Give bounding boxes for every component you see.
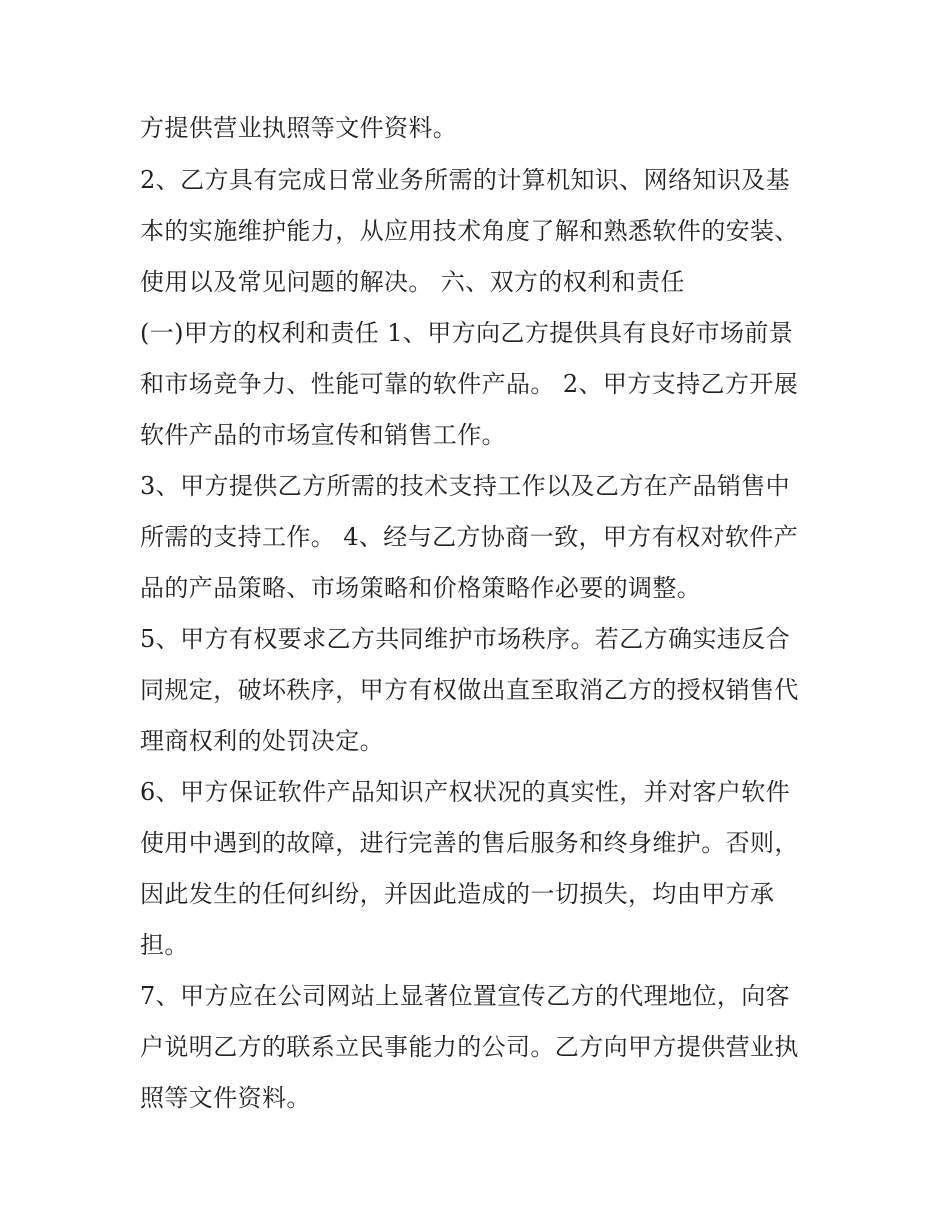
text-line: 软件产品的市场宣传和销售工作。 <box>140 421 506 449</box>
text-line: 和市场竞争力、性能可靠的软件产品。 2、甲方支持乙方开展 <box>140 370 799 398</box>
text-line: 因此发生的任何纠纷，并因此造成的一切损失，均由甲方承 <box>140 880 775 908</box>
text-line: 户说明乙方的联系立民事能力的公司。乙方向甲方提供营业执 <box>140 1033 799 1061</box>
text-line: 使用以及常见问题的解决。 六、双方的权利和责任 <box>140 268 685 296</box>
text-line: 方提供营业执照等文件资料。 <box>140 114 458 142</box>
text-line: 5、甲方有权要求乙方共同维护市场秩序。若乙方确实违反合 <box>140 625 791 653</box>
text-line: 7、甲方应在公司网站上显著位置宣传乙方的代理地位，向客 <box>140 982 791 1010</box>
text-line: 本的实施维护能力，从应用技术角度了解和熟悉软件的安装、 <box>140 217 799 245</box>
text-line: 照等文件资料。 <box>140 1084 311 1112</box>
text-line: 同规定，破坏秩序，甲方有权做出直至取消乙方的授权销售代 <box>140 676 799 704</box>
text-line: 品的产品策略、市场策略和价格策略作必要的调整。 <box>140 574 702 602</box>
text-line: 理商权利的处罚决定。 <box>140 727 384 755</box>
text-line: 所需的支持工作。 4、经与乙方协商一致，甲方有权对软件产 <box>140 523 799 551</box>
text-line: 使用中遇到的故障，进行完善的售后服务和终身维护。否则， <box>140 829 799 857</box>
text-line: 3、甲方提供乙方所需的技术支持工作以及乙方在产品销售中 <box>140 472 791 500</box>
text-line: 2、乙方具有完成日常业务所需的计算机知识、网络知识及基 <box>140 166 791 194</box>
text-line: (一)甲方的权利和责任 1、甲方向乙方提供具有良好市场前景 <box>140 319 794 347</box>
text-line: 6、甲方保证软件产品知识产权状况的真实性，并对客户软件 <box>140 778 791 806</box>
text-line: 担。 <box>140 931 189 959</box>
